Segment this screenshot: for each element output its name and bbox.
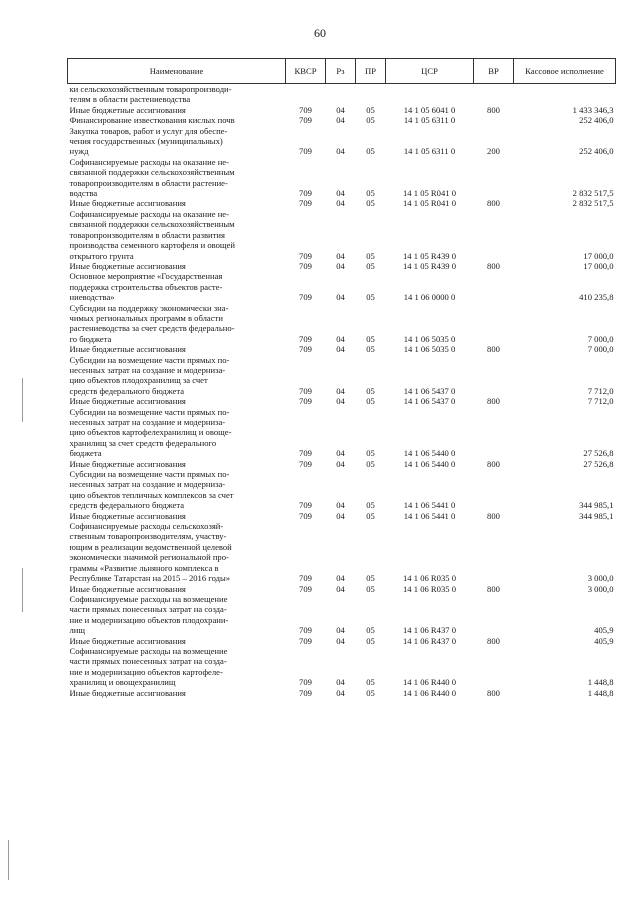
cell-vr	[474, 115, 514, 125]
cell-pr: 05	[366, 104, 375, 115]
cell-csr: 14 1 06 5437 0	[403, 396, 456, 407]
cell-vr: 800	[487, 687, 500, 698]
table-row	[68, 407, 616, 459]
table-row	[68, 261, 616, 271]
cell-amount: 1 433 346,3	[572, 104, 614, 115]
cell-vr: 800	[487, 510, 500, 521]
cell-csr: 14 1 05 R041 0	[403, 198, 456, 209]
cell-rz: 04	[336, 385, 345, 396]
cell-name: Софинансируемые расходы на возмещение части прямых понесенных затрат на созда- ние и модернизацию объектов картофеле- хранилищ и овощехранилищ	[69, 645, 228, 688]
cell-vr: 800	[487, 458, 500, 469]
table-row	[68, 303, 616, 345]
cell-name: Закупка товаров, работ и услуг для обеспе- чения государственных (муниципальных) нужд	[69, 125, 228, 157]
header-csr: ЦСР	[386, 59, 474, 84]
cell-kvsr: 709	[299, 510, 312, 521]
cell-pr: 05	[366, 146, 375, 157]
cell-rz: 04	[336, 104, 345, 115]
header-amount: Кассовое исполнение	[514, 59, 616, 84]
cell-rz: 04	[336, 188, 345, 199]
header-vr: ВР	[474, 59, 514, 84]
cell-pr: 05	[366, 188, 375, 199]
cell-amount: 3 000,0	[587, 583, 614, 594]
cell-amount: 7 000,0	[587, 344, 614, 355]
cell-vr: 800	[487, 344, 500, 355]
cell-name: Софинансируемые расходы на возмещение части прямых понесенных затрат на созда- ние и модернизацию объектов плодохрани- лищ	[69, 593, 229, 636]
cell-kvsr: 709	[299, 333, 312, 344]
cell-name: Иные бюджетные ассигнования	[69, 687, 186, 698]
cell-rz: 04	[336, 333, 345, 344]
cell-name: Софинансируемые расходы сельскохозяй- ственным товаропроизводителям, участву- ющим в реализации ведомственной целевой экономически значимой региональной про- граммы «Развитие льняного комплекса в Республике Татарстан на 2015 – 2016 годы»	[69, 521, 232, 584]
cell-csr: 14 1 06 5441 0	[403, 500, 456, 511]
cell-csr: 14 1 06 5440 0	[403, 448, 456, 459]
cell-pr: 05	[366, 115, 375, 126]
table-row	[68, 126, 616, 157]
header-rz: Рз	[326, 59, 356, 84]
cell-name: Иные бюджетные ассигнования	[69, 104, 186, 115]
cell-name: Субсидии на возмещение части прямых по- несенных затрат на создание и модерниза- цию объектов тепличных комплексов за счет средств федерального бюджета	[69, 469, 234, 511]
cell-rz: 04	[336, 500, 345, 511]
cell-vr	[474, 521, 514, 583]
table-row	[68, 511, 616, 521]
table-row	[68, 157, 616, 199]
cell-amount: 7 000,0	[587, 333, 614, 344]
cell-amount: 7 712,0	[587, 385, 614, 396]
cell-amount: 27 526,8	[583, 458, 614, 469]
cell-amount: 3 000,0	[587, 573, 614, 584]
cell-kvsr: 709	[299, 344, 312, 355]
cell-csr: 14 1 06 5441 0	[403, 510, 456, 521]
cell-amount: 405,9	[594, 635, 614, 646]
cell-amount: 7 712,0	[587, 396, 614, 407]
cell-vr	[474, 271, 514, 302]
table-row	[68, 584, 616, 594]
cell-amount: 27 526,8	[583, 448, 614, 459]
cell-pr: 05	[366, 583, 375, 594]
cell-pr: 05	[366, 458, 375, 469]
cell-vr	[474, 594, 514, 636]
cell-amount: 17 000,0	[583, 250, 614, 261]
cell-kvsr: 709	[299, 198, 312, 209]
cell-vr: 800	[487, 583, 500, 594]
cell-name: Иные бюджетные ассигнования	[69, 260, 186, 271]
cell-csr: 14 1 06 R035 0	[403, 573, 456, 584]
cell-pr: 05	[366, 510, 375, 521]
cell-csr: 14 1 05 6311 0	[403, 146, 456, 157]
margin-mark	[22, 378, 23, 422]
cell-csr: 14 1 06 5440 0	[403, 458, 456, 469]
cell-csr: 14 1 05 R041 0	[403, 188, 456, 199]
cell-csr: 14 1 06 5035 0	[403, 344, 456, 355]
cell-name: ки сельскохозяйственным товаропроизводи- телям в области растениеводства	[69, 84, 232, 105]
cell-csr: 14 1 06 R440 0	[403, 687, 456, 698]
cell-name: Иные бюджетные ассигнования	[69, 510, 186, 521]
cell-kvsr: 709	[299, 448, 312, 459]
cell-kvsr: 709	[299, 500, 312, 511]
cell-rz: 04	[336, 250, 345, 261]
cell-csr: 14 1 06 5035 0	[403, 333, 456, 344]
table-body	[68, 84, 616, 698]
table-row	[68, 459, 616, 469]
cell-kvsr: 709	[299, 625, 312, 636]
cell-kvsr: 709	[299, 458, 312, 469]
cell-rz: 04	[336, 625, 345, 636]
cell-csr: 14 1 06 R440 0	[403, 677, 456, 688]
cell-name: Иные бюджетные ассигнования	[69, 635, 186, 646]
table-row	[68, 344, 616, 354]
cell-amount: 405,9	[594, 625, 614, 636]
cell-pr: 05	[366, 260, 375, 271]
cell-rz	[326, 84, 356, 105]
cell-kvsr: 709	[299, 677, 312, 688]
cell-rz: 04	[336, 146, 345, 157]
cell-csr: 14 1 05 R439 0	[403, 260, 456, 271]
cell-csr: 14 1 06 0000 0	[403, 292, 456, 303]
cell-vr	[474, 157, 514, 199]
cell-kvsr: 709	[299, 573, 312, 584]
cell-rz: 04	[336, 260, 345, 271]
margin-mark	[8, 840, 9, 880]
cell-vr: 800	[487, 104, 500, 115]
cell-pr: 05	[366, 635, 375, 646]
cell-name: Субсидии на поддержку экономически зна- чимых региональных программ в области растениеводства за счет средств федерально- го бюджета	[69, 302, 235, 344]
cell-vr: 800	[487, 396, 500, 407]
cell-kvsr: 709	[299, 292, 312, 303]
page-number: 60	[314, 26, 326, 40]
cell-amount: 17 000,0	[583, 260, 614, 271]
cell-rz: 04	[336, 344, 345, 355]
cell-vr	[474, 84, 514, 105]
table-row	[68, 198, 616, 208]
cell-kvsr: 709	[299, 396, 312, 407]
cell-kvsr: 709	[299, 115, 312, 126]
cell-csr: 14 1 05 6041 0	[403, 104, 456, 115]
cell-rz: 04	[336, 292, 345, 303]
cell-name: Софинансируемые расходы на оказание не- связанной поддержки сельскохозяйственным товаропроизводителям в области растение- водства	[69, 156, 235, 199]
cell-vr	[474, 407, 514, 459]
cell-vr	[474, 355, 514, 397]
budget-execution-table	[67, 58, 616, 698]
cell-name: Субсидии на возмещение части прямых по- несенных затрат на создание и модерниза- цию объектов плодохранилищ за счет средств федерального бюджета	[69, 354, 230, 396]
cell-rz: 04	[336, 448, 345, 459]
cell-vr: 800	[487, 260, 500, 271]
cell-rz: 04	[336, 573, 345, 584]
cell-csr: 14 1 06 R437 0	[403, 635, 456, 646]
cell-vr	[474, 469, 514, 511]
cell-pr	[356, 84, 386, 105]
cell-amount: 252 406,0	[579, 115, 614, 126]
cell-vr: 200	[487, 146, 500, 157]
cell-name: Финансирование известкования кислых почв	[69, 115, 235, 126]
cell-vr	[474, 303, 514, 345]
table-row	[68, 271, 616, 302]
cell-name: Иные бюджетные ассигнования	[69, 458, 186, 469]
cell-amount: 1 448,8	[587, 677, 614, 688]
cell-rz: 04	[336, 198, 345, 209]
cell-amount: 2 832 517,5	[572, 188, 614, 199]
cell-csr	[386, 84, 474, 105]
table-row	[68, 396, 616, 406]
cell-amount: 1 448,8	[587, 687, 614, 698]
cell-name: Субсидии на возмещение части прямых по- несенных затрат на создание и модерниза- цию объектов картофелехранилищ и овоще- хранилищ за счет средств федерального бюджета	[69, 406, 232, 459]
cell-pr: 05	[366, 292, 375, 303]
cell-rz: 04	[336, 115, 345, 126]
cell-csr: 14 1 06 5437 0	[403, 385, 456, 396]
cell-kvsr: 709	[299, 146, 312, 157]
cell-rz: 04	[336, 635, 345, 646]
cell-pr: 05	[366, 573, 375, 584]
table-row	[68, 688, 616, 698]
cell-kvsr: 709	[299, 583, 312, 594]
cell-rz: 04	[336, 687, 345, 698]
cell-pr: 05	[366, 677, 375, 688]
cell-pr: 05	[366, 250, 375, 261]
cell-pr: 05	[366, 333, 375, 344]
header-pr: ПР	[356, 59, 386, 84]
cell-rz: 04	[336, 510, 345, 521]
table-row	[68, 115, 616, 125]
table-row	[68, 521, 616, 583]
cell-amount: 252 406,0	[579, 146, 614, 157]
table-row	[68, 355, 616, 397]
cell-rz: 04	[336, 396, 345, 407]
cell-pr: 05	[366, 625, 375, 636]
table-row	[68, 105, 616, 115]
cell-kvsr	[286, 84, 326, 105]
cell-kvsr: 709	[299, 188, 312, 199]
cell-kvsr: 709	[299, 260, 312, 271]
cell-amount: 410 235,8	[579, 292, 614, 303]
cell-vr	[474, 646, 514, 688]
cell-kvsr: 709	[299, 385, 312, 396]
cell-pr: 05	[366, 396, 375, 407]
header-kvsr: КВСР	[286, 59, 326, 84]
cell-amount: 344 985,1	[579, 500, 614, 511]
table-row	[68, 469, 616, 511]
cell-vr: 800	[487, 198, 500, 209]
cell-name: Иные бюджетные ассигнования	[69, 344, 186, 355]
cell-kvsr: 709	[299, 635, 312, 646]
table-header-row	[68, 59, 616, 84]
cell-kvsr: 709	[299, 687, 312, 698]
table-row	[68, 636, 616, 646]
cell-name: Иные бюджетные ассигнования	[69, 198, 186, 209]
table-row	[68, 84, 616, 105]
cell-pr: 05	[366, 385, 375, 396]
cell-csr: 14 1 05 R439 0	[403, 250, 456, 261]
cell-kvsr: 709	[299, 104, 312, 115]
cell-csr: 14 1 05 6311 0	[403, 115, 456, 126]
cell-csr: 14 1 06 R437 0	[403, 625, 456, 636]
cell-vr: 800	[487, 635, 500, 646]
cell-pr: 05	[366, 344, 375, 355]
cell-name: Основное мероприятие «Государственная поддержка строительства объектов расте- ниеводства»	[69, 271, 223, 303]
margin-mark	[22, 568, 23, 612]
cell-rz: 04	[336, 583, 345, 594]
header-name: Наименование	[68, 59, 286, 84]
cell-rz: 04	[336, 458, 345, 469]
cell-vr	[474, 209, 514, 261]
cell-pr: 05	[366, 198, 375, 209]
cell-amount	[514, 84, 616, 105]
table-row	[68, 594, 616, 636]
cell-pr: 05	[366, 500, 375, 511]
cell-name: Иные бюджетные ассигнования	[69, 396, 186, 407]
table-row	[68, 646, 616, 688]
table-row	[68, 209, 616, 261]
cell-name: Иные бюджетные ассигнования	[69, 583, 186, 594]
cell-amount: 2 832 517,5	[572, 198, 614, 209]
cell-csr: 14 1 06 R035 0	[403, 583, 456, 594]
cell-pr: 05	[366, 448, 375, 459]
cell-kvsr: 709	[299, 250, 312, 261]
cell-name: Софинансируемые расходы на оказание не- связанной поддержки сельскохозяйственным товаропроизводителям в области развития производства семенного картофеля и овощей открытого грунта	[69, 208, 235, 261]
cell-amount: 344 985,1	[579, 510, 614, 521]
cell-pr: 05	[366, 687, 375, 698]
cell-rz: 04	[336, 677, 345, 688]
